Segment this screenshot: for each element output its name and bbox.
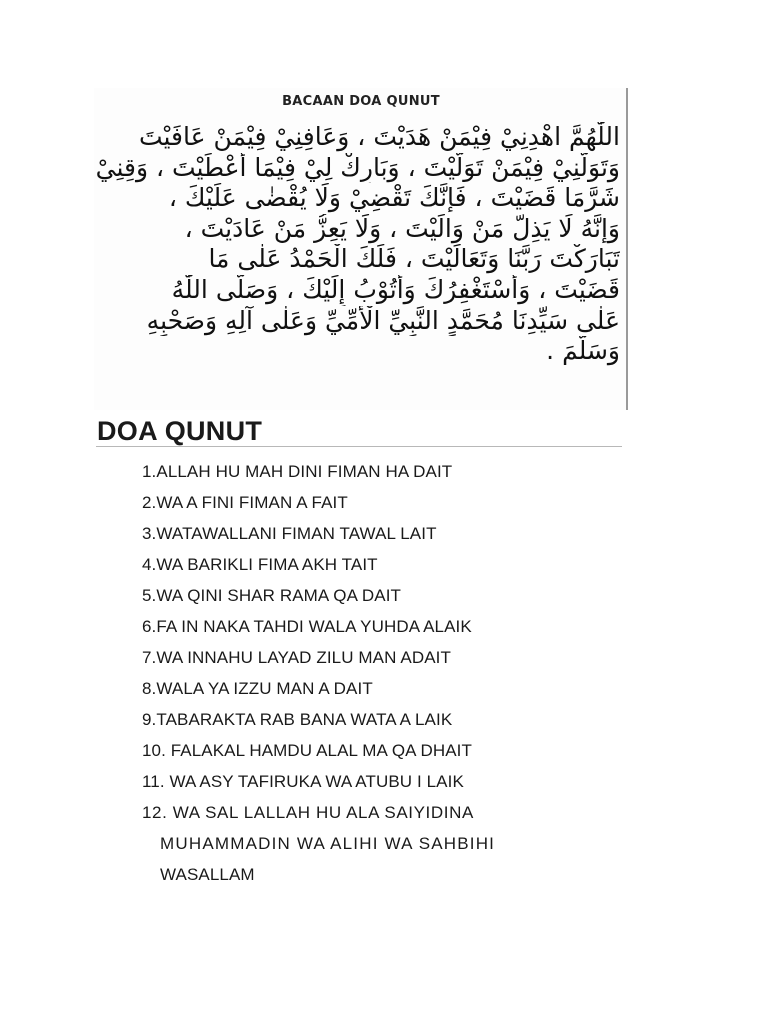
arabic-text — [94, 122, 620, 367]
arabic-line: تَبَارَكْتَ رَبَّنَا وَتَعَالَيْتَ ، فَلَكَ الْحَمْدُ عَلٰى مَا — [208, 244, 620, 274]
arabic-line: قَضَيْتَ ، وَأَسْتَغْفِرُكَ وَأَتُوْبُ إِلَيْكَ ، وَصَلَّى اللّٰهُ — [171, 274, 620, 304]
heading-divider — [96, 446, 622, 447]
list-item: 6.FA IN NAKA TAHDI WALA YUHDA ALAIK — [142, 617, 472, 636]
list-item-12 — [142, 797, 612, 890]
list-item: 4.WA BARIKLI FIMA AKH TAIT — [142, 555, 378, 574]
scanned-arabic-image — [94, 88, 628, 410]
arabic-line: وَسَلَّمَ . — [546, 336, 620, 366]
scan-edge — [626, 88, 628, 410]
item-12-line-1: 12. WA SAL LALLAH HU ALA SAIYIDINA — [142, 803, 474, 822]
scan-title: BACAAN DOA QUNUT — [282, 94, 440, 109]
transliteration-list — [142, 456, 612, 890]
arabic-line: وَإِنَّهُ لَا يَذِلُّ مَنْ وَالَيْتَ ، وَلَا يَعِزُّ مَنْ عَادَيْتَ ، — [184, 213, 620, 243]
item-12-line-3: WASALLAM — [160, 865, 255, 884]
arabic-line: اللّٰهُمَّ اهْدِنِيْ فِيْمَنْ هَدَيْتَ ، وَعَافِنِيْ فِيْمَنْ عَافَيْتَ — [138, 122, 620, 151]
item-12-line-2: MUHAMMADIN WA ALIHI WA SAHBIHI — [160, 834, 496, 853]
list-item: 9.TABARAKTA RAB BANA WATA A LAIK — [142, 710, 453, 729]
list-item: 3.WATAWALLANI FIMAN TAWAL LAIT — [142, 524, 437, 543]
arabic-line: شَرَّمَا قَضَيْتَ ، فَإِنَّكَ تَقْضِيْ وَلَا يُقْضٰى عَلَيْكَ ، — [168, 183, 620, 213]
arabic-line: وَتَوَلَّنِيْ فِيْمَنْ تَوَلَّيْتَ ، وَبَارِكْ لِيْ فِيْمَا أَعْطَيْتَ ، وَقِنِيْ — [95, 152, 620, 182]
arabic-line: عَلٰى سَيِّدِنَا مُحَمَّدٍ النَّبِيِّ الْأُمِّيِّ وَعَلٰى آلِهِ وَصَحْبِهِ — [146, 305, 620, 335]
list-item: 5.WA QINI SHAR RAMA QA DAIT — [142, 586, 402, 605]
page-heading: DOA QUNUT — [97, 416, 263, 446]
list-item: 7.WA INNAHU LAYAD ZILU MAN ADAIT — [142, 648, 451, 667]
list-item: 1.ALLAH HU MAH DINI FIMAN HA DAIT — [142, 462, 453, 481]
list-item: 11. WA ASY TAFIRUKA WA ATUBU I LAIK — [142, 772, 464, 791]
list-item: 10. FALAKAL HAMDU ALAL MA QA DHAIT — [142, 741, 472, 760]
list-item: 8.WALA YA IZZU MAN A DAIT — [142, 679, 373, 698]
list-item: 2.WA A FINI FIMAN A FAIT — [142, 493, 348, 512]
